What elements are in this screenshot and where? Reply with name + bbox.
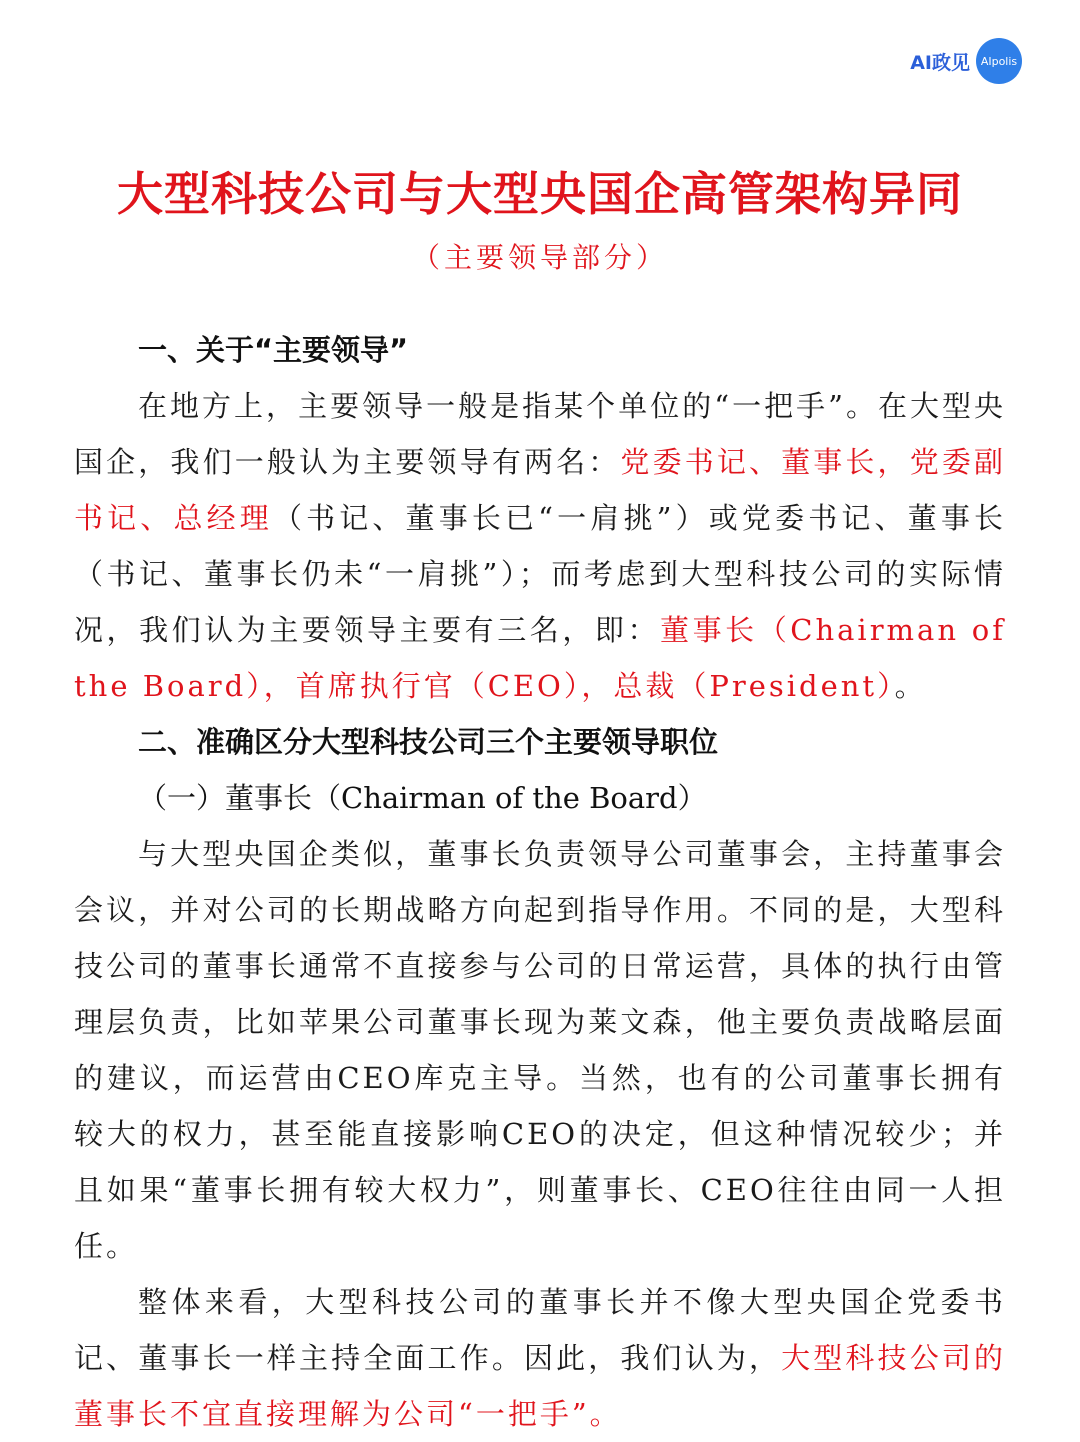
highlighted-text: 党委书记、董事长，党委副书记、总经理: [74, 445, 1006, 535]
document-title: 大型科技公司与大型央国企高管架构异同: [117, 167, 963, 221]
paragraph-text: 。: [894, 669, 927, 703]
paragraph-text: （书记、董事长已“一肩挑”）或党委书记、董事长（书记、董事长仍未“一肩挑”）；而考虑到大型科技公司的实际情况，我们认为主要领导主要有三名，即：: [74, 501, 1006, 647]
logo-text: AI政见: [910, 51, 970, 74]
brand-logo: [910, 38, 1022, 84]
document-subtitle: （主要领导部分）: [411, 241, 668, 274]
section-1-paragraph: [74, 378, 1006, 714]
section-2-paragraph-1: 与大型央国企类似，董事长负责领导公司董事会，主持董事会会议，并对公司的长期战略方向起到指导作用。不同的是，大型科技公司的董事长通常不直接参与公司的日常运营，具体的执行由管理层负责，比如苹果公司董事长现为莱文森，他主要负责战略层面的建议，而运营由CEO库克主导。当然，也有的公司董事长拥有较大的权力，甚至能直接影响CEO的决定，但这种情况较少；并且如果“董事长拥有较大权力”，则董事长、CEO往往由同一人担任。: [74, 837, 1006, 1263]
highlighted-text: 大型科技公司的董事长不宜直接理解为公司“一把手”。: [74, 1341, 1006, 1431]
paragraph-text: 整体来看，大型科技公司的董事长并不像大型央国企党委书记、董事长一样主持全面工作。因此，我们认为，: [74, 1285, 1006, 1375]
section-2-heading: 二、准确区分大型科技公司三个主要领导职位: [138, 725, 719, 759]
section-2-paragraph-2: [74, 1274, 1006, 1442]
document-body: [74, 322, 1006, 1442]
paragraph-text: 在地方上，主要领导一般是指某个单位的“一把手”。在大型央国企，我们一般认为主要领导有两名：: [74, 389, 1006, 479]
section-2-subheading: （一）董事长（Chairman of the Board）: [138, 781, 707, 815]
section-1-heading: 一、关于“主要领导”: [138, 333, 409, 367]
logo-badge-icon: AIpolis: [976, 38, 1022, 84]
highlighted-text: 董事长（Chairman of the Board），首席执行官（CEO），总裁（President）: [74, 613, 1006, 703]
